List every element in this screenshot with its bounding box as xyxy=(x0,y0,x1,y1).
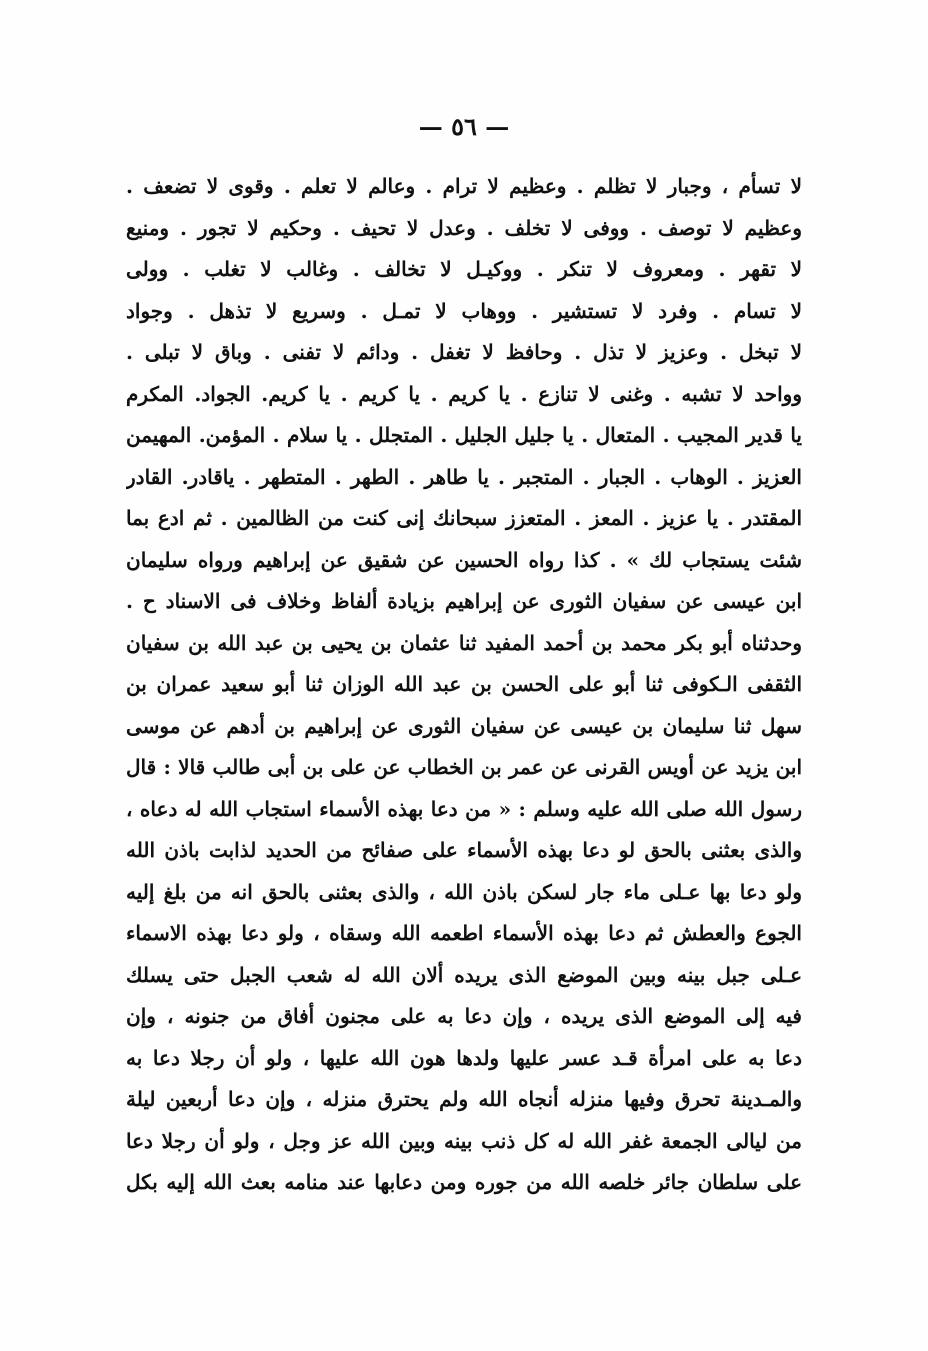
text-line: وواحد لا تشبه . وغنى لا تنازع . يا كريم . يا كريم . يا كريم. الجواد. المكرم xyxy=(126,381,802,406)
text-line: يا قدير المجيب . المتعال . يا جليل الجليل . المتجلل . يا سلام . المؤمن. المهيمن xyxy=(126,423,802,447)
text-line: فيه إلى الموضع الذى يريده ، وإن دعا به على مجنون أفاق من جنونه ، وإن xyxy=(126,1004,802,1028)
text-line: والذى بعثنى بالحق لو دعا بهذه الأسماء على صفائح من الحديد لذابت باذن الله xyxy=(126,838,802,862)
page-number: — ٥٦ — xyxy=(418,112,510,141)
text-line: لا تسام . وفرد لا تستشير . ووهاب لا تمـل . وسريع لا تذهل . وجواد xyxy=(126,298,802,323)
text-line: على سلطان جائر خلصه الله من جوره ومن دعابها عند منامه بعث الله إليه بكل xyxy=(126,1170,802,1194)
text-line: ولو دعا بها عـلى ماء جار لسكن باذن الله ، والذى بعثنى بالحق انه من بلغ إليه xyxy=(126,879,802,904)
text-line: الثقفى الـكوفى ثنا أبو على الحسن بن عبد الله الوزان ثنا أبو سعيد عمران بن xyxy=(126,672,802,696)
text-line: والمـدينة تحرق وفيها منزله أنجاه الله ولم يحترق منزله ، وإن دعا أربعين ليلة xyxy=(126,1087,802,1111)
text-line: شئت يستجاب لك » . كذا رواه الحسين عن شقيق عن إبراهيم ورواه سليمان xyxy=(126,547,802,572)
text-line: سهل ثنا سليمان بن عيسى عن سفيان الثورى عن إبراهيم بن أدهم عن موسى xyxy=(126,713,802,738)
text-line: الجوع والعطش ثم دعا بهذه الأسماء اطعمه الله وسقاه ، ولو دعا بهذه الاسماء xyxy=(126,921,802,945)
text-line: عـلى جبل بينه وبين الموضع الذى يريده ألان الله له شعب الجبل حتى يسلك xyxy=(126,962,802,987)
text-line: دعا به على امرأة قـد عسر عليها ولدها هون الله عليها ، ولو أن رجلا دعا به xyxy=(126,1045,802,1070)
text-line: العزيز . الوهاب . الجبار . المتجبر . يا طاهر . الطهر . المتطهر . ياقادر. القادر xyxy=(126,464,802,489)
text-line: وعظيم لا توصف . ووفى لا تخلف . وعدل لا تحيف . وحكيم لا تجور . ومنيع xyxy=(126,215,802,240)
text-line: لا تقهر . ومعروف لا تنكر . ووكيـل لا تخالف . وغالب لا تغلب . وولى xyxy=(126,257,802,281)
text-line: لا تسأم ، وجبار لا تظلم . وعظيم لا ترام . وعالم لا تعلم . وقوى لا تضعف . xyxy=(126,174,802,198)
text-line: وحدثناه أبو بكر محمد بن أحمد المفيد ثنا عثمان بن يحيى بن عبد الله بن سفيان xyxy=(126,630,802,655)
text-line: لا تبخل . وعزيز لا تذل . وحافظ لا تغفل . ودائم لا تفنى . وباق لا تبلى . xyxy=(126,340,802,364)
text-line: من ليالى الجمعة غفر الله له كل ذنب بينه وبين الله عز وجل ، ولو أن رجلا دعا xyxy=(126,1128,802,1153)
text-line: رسول الله صلى الله عليه وسلم : « من دعا بهذه الأسماء استجاب الله له دعاه ، xyxy=(126,796,802,821)
text-line: ابن يزيد عن أويس القرنى عن عمر بن الخطاب عن على بن أبى طالب قالا : قال xyxy=(126,755,802,779)
body-text xyxy=(126,166,802,1204)
text-line: المقتدر . يا عزيز . المعز . المتعزز سبحانك إنى كنت من الظالمين . ثم ادع بما xyxy=(126,506,802,530)
text-line: ابن عيسى عن سفيان الثورى عن إبراهيم بزيادة ألفاظ وخلاف فى الاسناد ح . xyxy=(126,589,802,613)
